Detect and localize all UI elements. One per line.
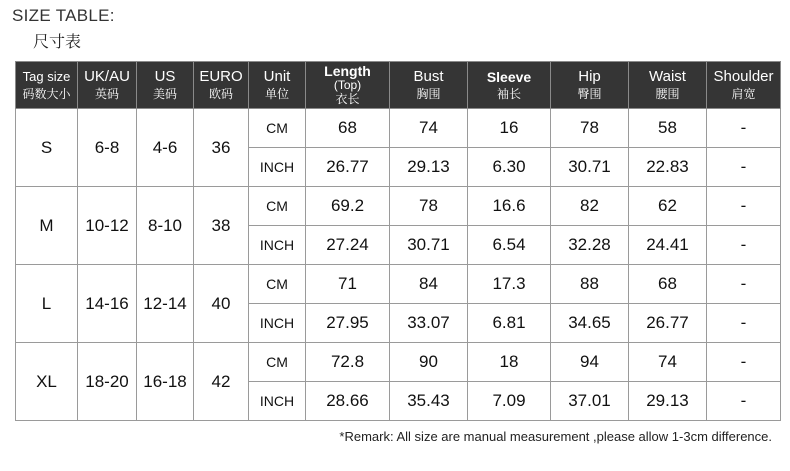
shoulder-cell: -: [707, 187, 781, 226]
header-label: Length: [324, 63, 371, 79]
size-table: [15, 61, 781, 421]
header-label: US: [154, 67, 176, 85]
header-label: Bust: [413, 67, 444, 85]
unit-cell: CM: [249, 109, 306, 148]
header-label-sub: (Top): [333, 78, 362, 92]
uk-au-cell: 14-16: [78, 265, 137, 343]
sleeve-cell: 16: [468, 109, 551, 148]
uk-au-cell: 10-12: [78, 187, 137, 265]
tag-size-cell: S: [16, 109, 78, 187]
shoulder-cell: -: [707, 382, 781, 421]
size-table-title: SIZE TABLE:: [12, 6, 115, 25]
waist-cell: 68: [629, 265, 707, 304]
table-row: [16, 265, 781, 304]
bust-cell: 33.07: [390, 304, 468, 343]
unit-cell: INCH: [249, 226, 306, 265]
unit-cell: INCH: [249, 148, 306, 187]
bust-cell: 35.43: [390, 382, 468, 421]
header-label: Hip: [578, 67, 601, 85]
header-waist: [629, 62, 707, 109]
tag-size-cell: L: [16, 265, 78, 343]
us-cell: 8-10: [137, 187, 194, 265]
header-length: [306, 62, 390, 109]
hip-cell: 32.28: [551, 226, 629, 265]
header-label-cn: 美码: [152, 86, 177, 101]
header-label: Sleeve: [486, 68, 532, 85]
shoulder-cell: -: [707, 343, 781, 382]
waist-cell: 29.13: [629, 382, 707, 421]
header-label-cn: 码数大小: [22, 86, 71, 101]
unit-cell: CM: [249, 187, 306, 226]
header-tag-size: [16, 62, 78, 109]
euro-cell: 40: [194, 265, 249, 343]
us-cell: 4-6: [137, 109, 194, 187]
header-row: [16, 62, 781, 109]
length-cell: 27.95: [306, 304, 390, 343]
table-row: [16, 109, 781, 148]
header-label: Shoulder: [713, 67, 774, 85]
uk-au-cell: 18-20: [78, 343, 137, 421]
header-label: Waist: [649, 67, 686, 85]
header-label: UK/AU: [84, 67, 130, 85]
size-table-title-chinese: 尺寸表: [33, 34, 82, 51]
us-cell: 16-18: [137, 343, 194, 421]
hip-cell: 78: [551, 109, 629, 148]
length-cell: 69.2: [306, 187, 390, 226]
header-euro: [194, 62, 249, 109]
hip-cell: 37.01: [551, 382, 629, 421]
header-hip: [551, 62, 629, 109]
sleeve-cell: 18: [468, 343, 551, 382]
waist-cell: 26.77: [629, 304, 707, 343]
unit-cell: CM: [249, 343, 306, 382]
unit-cell: INCH: [249, 304, 306, 343]
us-cell: 12-14: [137, 265, 194, 343]
header-label-cn: 臀围: [577, 86, 602, 101]
unit-cell: INCH: [249, 382, 306, 421]
waist-cell: 22.83: [629, 148, 707, 187]
bust-cell: 30.71: [390, 226, 468, 265]
length-cell: 72.8: [306, 343, 390, 382]
sleeve-cell: 6.81: [468, 304, 551, 343]
header-label-cn: 欧码: [208, 86, 233, 101]
length-cell: 68: [306, 109, 390, 148]
tag-size-cell: M: [16, 187, 78, 265]
header-label-cn: 肩宽: [731, 86, 756, 101]
bust-cell: 90: [390, 343, 468, 382]
sleeve-cell: 17.3: [468, 265, 551, 304]
shoulder-cell: -: [707, 265, 781, 304]
hip-cell: 30.71: [551, 148, 629, 187]
header-sleeve: [468, 62, 551, 109]
bust-cell: 29.13: [390, 148, 468, 187]
header-us: [137, 62, 194, 109]
header-label-cn: 衣长: [335, 92, 360, 106]
waist-cell: 58: [629, 109, 707, 148]
remark-note: *Remark: All size are manual measurement ,please allow 1-3cm difference.: [339, 429, 772, 444]
sleeve-cell: 7.09: [468, 382, 551, 421]
bust-cell: 84: [390, 265, 468, 304]
euro-cell: 36: [194, 109, 249, 187]
waist-cell: 62: [629, 187, 707, 226]
uk-au-cell: 6-8: [78, 109, 137, 187]
sleeve-cell: 16.6: [468, 187, 551, 226]
bust-cell: 78: [390, 187, 468, 226]
sleeve-cell: 6.54: [468, 226, 551, 265]
hip-cell: 94: [551, 343, 629, 382]
length-cell: 27.24: [306, 226, 390, 265]
hip-cell: 88: [551, 265, 629, 304]
shoulder-cell: -: [707, 148, 781, 187]
header-label: Tag size: [22, 68, 71, 84]
sleeve-cell: 6.30: [468, 148, 551, 187]
header-unit: [249, 62, 306, 109]
header-label-cn: 单位: [264, 86, 289, 101]
header-label-cn: 胸围: [416, 86, 441, 101]
length-cell: 26.77: [306, 148, 390, 187]
table-row: [16, 343, 781, 382]
waist-cell: 24.41: [629, 226, 707, 265]
header-label: EURO: [199, 67, 243, 85]
header-label-cn: 英码: [94, 86, 119, 101]
shoulder-cell: -: [707, 226, 781, 265]
hip-cell: 34.65: [551, 304, 629, 343]
header-label-cn: 袖长: [496, 86, 521, 101]
header-shoulder: [707, 62, 781, 109]
table-row: [16, 187, 781, 226]
header-bust: [390, 62, 468, 109]
header-label-cn: 腰围: [655, 86, 680, 101]
length-cell: 28.66: [306, 382, 390, 421]
header-uk-au: [78, 62, 137, 109]
euro-cell: 38: [194, 187, 249, 265]
length-cell: 71: [306, 265, 390, 304]
header-label: Unit: [263, 67, 291, 85]
shoulder-cell: -: [707, 304, 781, 343]
bust-cell: 74: [390, 109, 468, 148]
unit-cell: CM: [249, 265, 306, 304]
hip-cell: 82: [551, 187, 629, 226]
waist-cell: 74: [629, 343, 707, 382]
tag-size-cell: XL: [16, 343, 78, 421]
euro-cell: 42: [194, 343, 249, 421]
shoulder-cell: -: [707, 109, 781, 148]
